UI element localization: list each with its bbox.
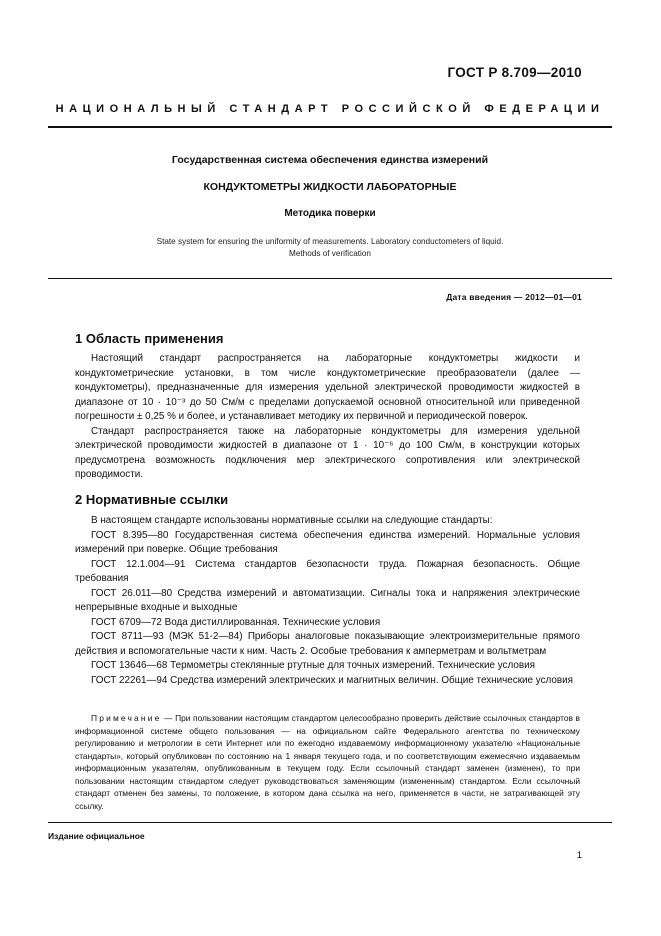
- standard-banner-text: НАЦИОНАЛЬНЫЙ СТАНДАРТ РОССИЙСКОЙ ФЕДЕРАЦИИ: [55, 103, 605, 115]
- section-1-paragraph-2: Стандарт распространяется также на лабораторные кондуктометры для измерения удельной электрической проводимости жидкостей в диапазоне от 1 · 10⁻⁶ до 100 См/м, в конструкции которых предусмотрена возможность подключения мер электрического сопротивления или электрической проводимости.: [75, 425, 580, 480]
- title-method: Методика поверки: [284, 208, 376, 219]
- note-label: Примечание: [91, 713, 162, 723]
- section-1-body: [75, 352, 580, 483]
- reference-item: ГОСТ 13646—68 Термометры стеклянные ртутные для точных измерений. Технические условия: [91, 660, 535, 671]
- section-1-heading: 1 Область применения: [75, 331, 224, 346]
- reference-item: ГОСТ 8711—93 (МЭК 51-2—84) Приборы аналоговые показывающие электроизмерительные прямого действия и вспомогательные части к ним. Часть 2. Особые требования к амперметрам и вольтметрам: [75, 631, 580, 657]
- edition-label: Издание официальное: [48, 831, 145, 841]
- reference-item: ГОСТ 12.1.004—91 Система стандартов безопасности труда. Пожарная безопасность. Общие требования: [75, 558, 580, 584]
- standard-banner: [48, 103, 612, 128]
- footer-divider: [48, 822, 612, 823]
- reference-item: ГОСТ 8.395—80 Государственная система обеспечения единства измерений. Нормальные условия измерений при поверке. Общие требования: [75, 529, 580, 555]
- section-2-heading: 2 Нормативные ссылки: [75, 492, 229, 507]
- note-text: — При пользовании настоящим стандартом целесообразно проверить действие ссылочных стандартов в информационной системе общего пользования — на официальном сайте Федерального агентства по техническому регулированию и метрологии в сети Интернет или по ежегодно издаваемому информационному указателю «Национальные стандарты», который опубликован по состоянию на 1 января текущего года, и по соответствующим ежемесячно издаваемым информационным указателям, опубликованным в текущем году. Если ссылочный стандарт заменен (изменен), то при пользовании настоящим стандартом следует руководствоваться заменяющим (измененным) стандартом. Если ссылочный стандарт отменен без замены, то положение, в котором дана ссылка на него, применяется в части, не затрагивающей эту ссылку.: [75, 713, 581, 811]
- page-number: 1: [576, 850, 582, 861]
- document-number: ГОСТ Р 8.709—2010: [447, 65, 582, 80]
- title-main: КОНДУКТОМЕТРЫ ЖИДКОСТИ ЛАБОРАТОРНЫЕ: [203, 181, 457, 193]
- section-1-paragraph-1: Настоящий стандарт распространяется на лабораторные кондуктометры жидкости и кондуктометрические установки, в том числе кондуктометрические преобразователи (далее — кондуктометры), предназначенные для измерения удельной электрической проводимости жидкостей в диапазоне от 10 · 10⁻³ до 50 См/м с пределами допускаемой основной относительной или приведенной погрешности ± 0,25 % и более, и устанавливает методику их первичной и периодической поверок.: [75, 353, 580, 422]
- reference-item: ГОСТ 22261—94 Средства измерений электрических и магнитных величин. Общие технические условия: [91, 674, 574, 686]
- title-english-line-2: Methods of verification: [289, 249, 371, 258]
- note-paragraph: [75, 712, 580, 812]
- intro-divider: [48, 278, 612, 279]
- title-system: Государственная система обеспечения единства измерений: [171, 154, 489, 166]
- section-2-body: [75, 514, 580, 688]
- note-block: [75, 712, 580, 812]
- section-2-lead: В настоящем стандарте использованы нормативные ссылки на следующие стандарты:: [91, 515, 493, 526]
- title-english-line-1: State system for ensuring the uniformity of measurements. Laboratory conductometers of liquid.: [156, 237, 504, 246]
- reference-item: ГОСТ 6709—72 Вода дистиллированная. Технические условия: [91, 616, 381, 628]
- title-english: [48, 236, 612, 260]
- reference-item: ГОСТ 26.011—80 Средства измерений и автоматизации. Сигналы тока и напряжения электрические непрерывные входные и выходные: [75, 587, 580, 613]
- introduction-date: Дата введения — 2012—01—01: [446, 292, 582, 302]
